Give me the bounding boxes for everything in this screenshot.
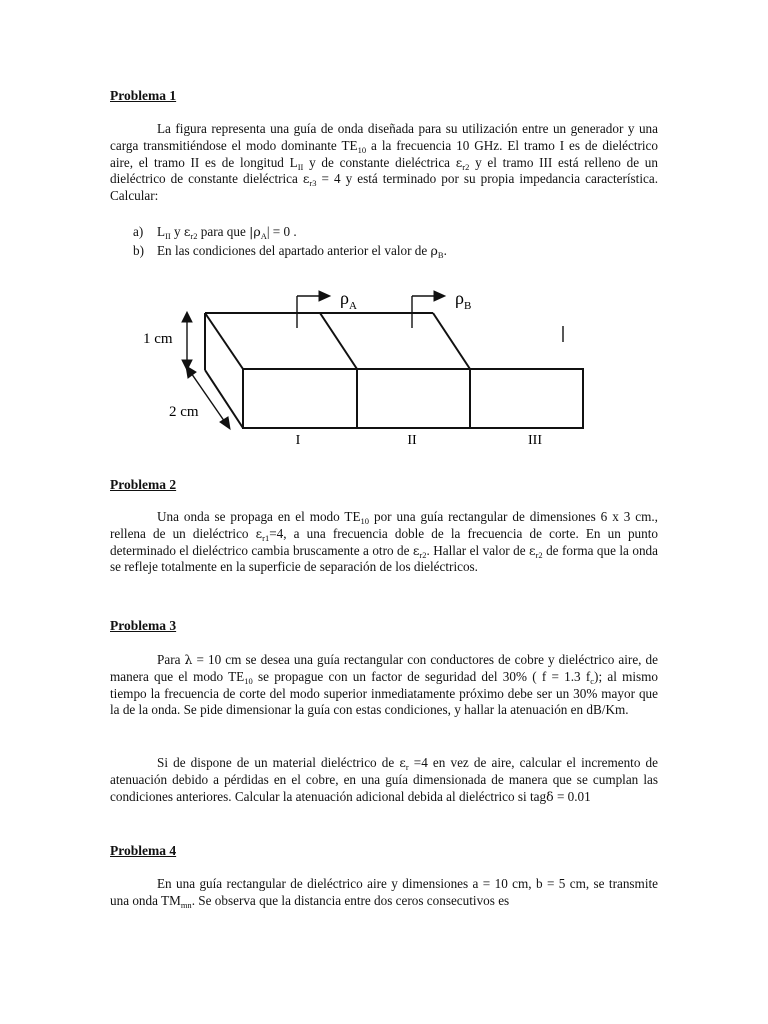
rho-b-label: $\rho_B$ [455, 288, 472, 312]
plane-b-arrowhead [434, 291, 445, 301]
rho-a-label: $\rho_A$ [340, 288, 357, 312]
problem-1-statement: La figura representa una guía de onda diseñada para su utilización entre un generador y una carga transmitiéndose el modo dominante $TE_{10}$ a la frecuencia 10 GHz. El tramo I es de dieléctrico aire, el tramo II es de longitud $L_{II}$ y de constante dieléctrica $\varepsilon_{r2}$ y el tramo III está relleno de un dieléctrico de constante dieléctrica $\varepsilon_{r3} = 4$ y está terminado por su propia impedancia característica. Calcular: [110, 121, 659, 204]
problem-1-item-a: a) $L_{II}$ y $\varepsilon_{r2}$ para que $|\rho_A| = 0$ . [133, 224, 297, 241]
section-label-2: II [407, 433, 417, 448]
problem-3-statement-part-1: Para λ = 10 cm se desea una guía rectangular con conductores de cobre y dieléctrico aire, de manera que el modo $TE_{10}$ se propague con un factor de seguridad del 30% ( f = 1.3 $f_c$); al mismo tiempo la frecuencia de corte del modo superior inmediatamente próximo debe ser un 30% mayor que la de la onda. Se pide dimensionar la guía con estas condiciones, y hallar la atenuación en dB/Km. [110, 652, 659, 718]
section-label-1: I [295, 433, 301, 448]
problem-4-title: Problema 4 [110, 843, 177, 858]
problem-4-statement: En una guía rectangular de dieléctrico aire y dimensiones a = 10 cm, b = 5 cm, se transmite una onda $TM_{mn}$. Se observa que la distancia entre dos ceros consecutivos es [110, 876, 658, 910]
problem-3-statement-part-2: Si de dispone de un material dieléctrico de $\varepsilon_r =4$ en vez de aire, calcular el incremento de atenuación debido a pérdidas en el cobre, en una guía dimensionada de manera que se cumplan las condiciones anteriores. Calcular la atenuación adicional debida al dieléctrico si tagδ = 0.01 [110, 755, 658, 804]
plane-a-arrowhead [319, 291, 330, 301]
problem-1-title: Problema 1 [110, 88, 177, 103]
waveguide-front-face [243, 369, 583, 428]
section-label-3: III [528, 433, 542, 448]
problem-3-title: Problema 3 [110, 618, 177, 633]
height-dimension-label: 1 cm [143, 331, 173, 347]
problem-2-title: Problema 2 [110, 477, 177, 492]
problem-2-statement: Una onda se propaga en el modo $TE_{10}$ por una guía rectangular de dimensiones 6 x 3 cm., rellena de un dieléctrico $\varepsilon_{r1}=4$, a una frecuencia doble de la frecuencia de corte. En un punto determinado el dieléctrico cambia bruscamente a otro de $\varepsilon_{r2}$. Hallar el valor de $\varepsilon_{r2}$ de forma que la onda se refleje totalmente en la superficie de separación de los dieléctricos. [110, 509, 658, 575]
depth-dimension-label: 2 cm [169, 404, 199, 420]
problem-1-item-b: b) En las condiciones del apartado anterior el valor de $\rho_B$. [133, 243, 447, 260]
waveguide-figure [135, 278, 595, 458]
